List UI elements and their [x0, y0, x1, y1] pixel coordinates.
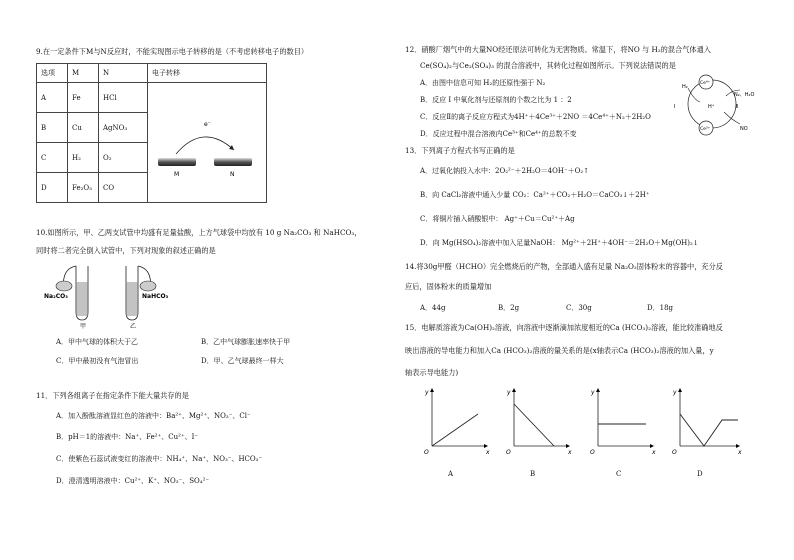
graph-b-label: B — [530, 470, 536, 478]
q15-stem-2: 映出溶液的导电能力和加入Ca (HCO₃)₂溶液的量关系的是(x轴表示Ca (HCO₃)₂溶液的加入量，y — [405, 346, 714, 355]
table-cell: B — [37, 113, 68, 143]
n-label: N — [230, 170, 235, 178]
q14-option-a: A．44g — [420, 304, 446, 312]
q12-option-c: C．反应Ⅱ的离子反应方程式为4H⁺＋4Ce³⁺＋2NO ＝4Ce⁴⁺＋N₂＋2H₂O — [420, 113, 651, 121]
ce4-label: Ce⁴⁺ — [700, 81, 711, 86]
y-axis-label: y — [425, 389, 429, 396]
origin-label: O — [506, 449, 511, 454]
q13-option-b: B．向 CaCl₂溶液中通入少量 CO₂：Ca²⁺＋CO₂＋H₂O＝CaCO₃↓＋2H⁺ — [420, 191, 650, 199]
m-bar — [158, 158, 196, 166]
graph-b-line — [514, 404, 554, 446]
table-cell: CO — [99, 173, 148, 203]
electron-transfer-cell — [148, 83, 267, 203]
q13-option-d: D．向 Mg(HSO₄)₂溶液中加入足量NaOH： Mg²⁺＋2H⁺＋4OH⁻＝2H₂O＋Mg(OH)₂↓ — [420, 239, 699, 247]
table-header: M — [68, 64, 99, 83]
n-bar — [214, 158, 252, 166]
graph-a — [422, 384, 512, 454]
tube-jia-label: 甲 — [80, 323, 87, 330]
graph-d-label: D — [697, 470, 703, 478]
x-axis-label: x — [568, 449, 572, 454]
electron-arrow — [176, 136, 234, 153]
q10-stem-2: 同时将二者完全倒入试管中，下列对现象的叙述正确的是 — [36, 246, 216, 255]
hplus-label: H⁺ — [708, 104, 715, 110]
na2co3-label: Na₂CO₃ — [44, 293, 68, 300]
table-cell: Fe₂O₃ — [68, 173, 99, 203]
q15-stem-1: 15．电解质溶液为Ca(OH)₂溶液，向溶液中逐渐滴加浓度相近的Ca (HCO₃)₂溶液，能比较准确地反 — [405, 323, 723, 332]
q14-option-d: D．18g — [647, 304, 674, 312]
graph-a-label: A — [448, 470, 454, 478]
origin-label: O — [590, 449, 595, 454]
graph-a-line — [432, 414, 478, 446]
table-cell: Cu — [68, 113, 99, 143]
table-cell: Fe — [68, 83, 99, 113]
tube-yi-label: 乙 — [130, 323, 137, 330]
reaction-ii-label: Ⅱ — [736, 104, 739, 110]
q12-option-d: D．反应过程中混合溶液内Ce³⁺和Ce⁴⁺的总数不变 — [420, 130, 577, 138]
origin-label: O — [424, 449, 429, 454]
ce3-label: Ce³⁺ — [700, 127, 711, 132]
m-label: M — [174, 170, 180, 178]
no-label: NO — [740, 126, 748, 132]
nahco3-label: NaHCO₃ — [142, 293, 169, 300]
q12-option-b: B．反应 Ⅰ 中氧化剂与还原剂的个数之比为 1 ：2 — [420, 96, 572, 104]
y-axis-label: y — [507, 389, 511, 396]
reaction-i-label: Ⅰ — [674, 104, 676, 110]
y-axis-label: y — [673, 389, 677, 396]
x-axis-label: x — [652, 449, 656, 454]
h2-label: H₂ — [682, 84, 688, 90]
q10-option-d: D．甲、乙气球最终一样大 — [201, 357, 284, 365]
q12-stem-2: Ce(SO₄)₂与Ce₂(SO₄)₃ 的混合溶液中，其转化过程如图所示。下列说法错误的是 — [420, 61, 676, 70]
q11-stem: 11．下列各组离子在指定条件下能大量共存的是 — [36, 391, 189, 400]
q14-option-c: C．30g — [566, 304, 592, 312]
q11-option-a: A．加入酚酞溶液显红色的溶液中：Ba²⁺、Mg²⁺、NO₃⁻、Cl⁻ — [56, 412, 251, 420]
graph-d — [670, 384, 762, 454]
q11-option-b: B．pH＝1的溶液中：Na⁺、Fe²⁺、Cu²⁺、I⁻ — [56, 433, 199, 441]
q14-stem-2: 应后，固体粉末的质量增加 — [405, 282, 492, 291]
q15-stem-3: 轴表示导电能力) — [405, 368, 459, 377]
q10-option-a: A．甲中气球的体积大于乙 — [56, 338, 139, 346]
q11-option-d: D．澄清透明溶液中：Cu²⁺、K⁺、NO₃⁻、SO₄²⁻ — [56, 477, 210, 485]
q13-option-c: C．将铜片插入硝酸银中： Ag⁺＋Cu＝Cu²⁺＋Ag — [420, 215, 575, 223]
table-cell: AgNO₃ — [99, 113, 148, 143]
x-axis-label: x — [738, 449, 742, 454]
q13-option-a: A．过氧化钠投入水中：2O₂²⁻＋2H₂O＝4OH⁻＋O₂↑ — [420, 167, 590, 175]
q13-stem: 13．下列离子方程式书写正确的是 — [405, 146, 515, 155]
q9-stem: 9.在一定条件下M与N反应时，不能实现图示电子转移的是（不考虑转移电子的数目） — [36, 47, 309, 56]
n2h2o-label: N₂、H₂O — [734, 92, 755, 98]
table-header: 电子转移 — [148, 64, 267, 83]
q12-option-a: A．由图中信息可知 H₂的还原性强于 N₂ — [420, 79, 546, 87]
y-axis-label: y — [591, 389, 595, 396]
table-header: N — [99, 64, 148, 83]
q10-option-b: B．乙中气球膨胀速率快于甲 — [201, 338, 291, 346]
electron-transfer-diagram — [148, 84, 266, 200]
table-cell: HCl — [99, 83, 148, 113]
q10-option-c: C．甲中最初没有气泡冒出 — [56, 357, 139, 365]
graph-c-label: C — [616, 470, 622, 478]
electron-label: e⁻ — [204, 120, 211, 128]
table-cell: H₂ — [68, 143, 99, 173]
graph-c — [588, 384, 678, 454]
q10-stem-1: 10.如图所示，甲、乙两支试管中均盛有足量盐酸，上方气球袋中均放有 10 g Na₂CO₃ 和 NaHCO₃， — [36, 228, 362, 237]
x-axis-label: x — [486, 449, 490, 454]
table-cell: C — [37, 143, 68, 173]
table-header: 选项 — [37, 64, 68, 83]
q14-stem-1: 14.将30g甲醛（HCHO）完全燃烧后的产物，全部通入盛有足量 Na₂O₂固体粉末的容器中，充分反 — [405, 262, 723, 271]
test-tubes-figure — [42, 262, 182, 330]
q12-stem-1: 12．硝酸厂烟气中的大量NO经还原法可转化为无害物质。常温下，将NO 与 H₂的混合气体通入 — [405, 45, 711, 54]
q11-option-c: C．使紫色石蕊试液变红的溶液中：NH₄⁺、Na⁺、NO₃⁻、HCO₃⁻ — [56, 455, 263, 463]
origin-label: O — [672, 449, 677, 454]
q14-option-b: B．2g — [498, 304, 520, 312]
table-cell: O₂ — [99, 143, 148, 173]
q9-table — [36, 63, 267, 203]
table-cell: A — [37, 83, 68, 113]
table-cell: D — [37, 173, 68, 203]
ce-cycle-diagram — [664, 68, 782, 140]
graph-b — [504, 384, 594, 454]
graph-d-line — [680, 414, 738, 446]
